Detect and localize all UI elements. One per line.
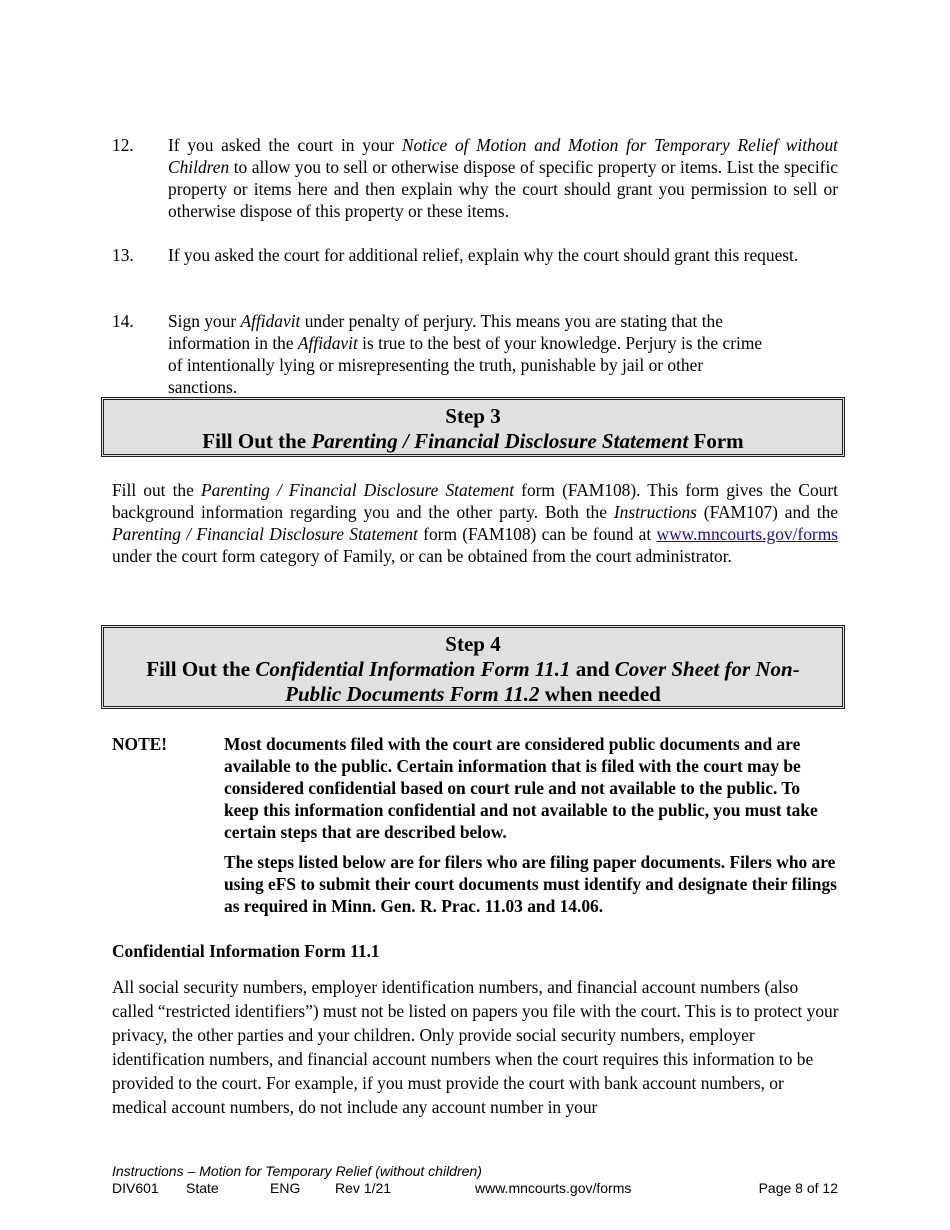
step-4-header bbox=[101, 625, 845, 709]
page-footer bbox=[112, 1163, 838, 1197]
footer-page-number: Page 8 of 12 bbox=[758, 1180, 838, 1196]
item-number: 13. bbox=[112, 245, 134, 265]
footer-language: ENG bbox=[270, 1180, 301, 1196]
text-run: Affidavit bbox=[297, 333, 358, 353]
footer-title: Instructions – Motion for Temporary Relief (without children) bbox=[112, 1163, 482, 1179]
footer-form-code: DIV601 bbox=[112, 1180, 159, 1196]
text-run: and bbox=[570, 657, 615, 681]
step-4-subtitle-line-1 bbox=[104, 657, 842, 682]
text-run: when needed bbox=[539, 682, 661, 706]
note-paragraph-1: Most documents filed with the court are considered public documents and are available to the public. Certain information that is filed with the court may be considered confidential based on court rule and not available to the public. To keep this information confidential and not available to the public, you must take certain steps that are described below. bbox=[224, 734, 818, 842]
text-run: Confidential Information Form 11.1 bbox=[255, 657, 571, 681]
text-run: Fill out the bbox=[112, 480, 201, 500]
step-3-title: Step 3 bbox=[445, 404, 501, 428]
list-item-12 bbox=[112, 134, 838, 222]
step-3-header bbox=[101, 397, 845, 457]
text-run: to allow you to sell or otherwise dispose of specific property or items. List the specific property or items here and then explain why the court should grant you permission to sell or otherwise dispose of this property or these items. bbox=[168, 157, 838, 221]
footer-state: State bbox=[186, 1180, 219, 1196]
item-text bbox=[168, 310, 768, 398]
text-run: Affidavit bbox=[240, 311, 301, 331]
text-run: Sign your bbox=[168, 311, 241, 331]
text-run: If you asked the court for additional relief, explain why the court should grant this request. bbox=[168, 245, 799, 265]
text-run: Form bbox=[688, 429, 744, 453]
text-run: is true to the best of your knowledge. Perjury is the crime of intentionally lying or misrepresenting the truth, punishable by jail or other sanctions. bbox=[168, 333, 763, 397]
text-run: Fill Out the bbox=[202, 429, 312, 453]
text-run: Notice of Motion and Motion for Temporary Relief without Children bbox=[168, 135, 838, 177]
step-4-subtitle-line-2 bbox=[104, 682, 842, 707]
text-run: Parenting / Financial Disclosure Statement bbox=[200, 480, 515, 500]
item-number: 14. bbox=[112, 311, 134, 331]
step-3-subtitle bbox=[104, 429, 842, 454]
text-run: under the court form category of Family, or can be obtained from the court administrator. bbox=[112, 546, 732, 566]
list-item-14 bbox=[112, 310, 838, 398]
item-text bbox=[168, 134, 838, 222]
footer-url: www.mncourts.gov/forms bbox=[475, 1180, 632, 1196]
step-4-title: Step 4 bbox=[445, 632, 501, 656]
footer-revision: Rev 1/21 bbox=[335, 1180, 392, 1196]
text-run: Instructions bbox=[613, 502, 697, 522]
step-3-paragraph bbox=[112, 479, 838, 567]
text-run: If you asked the court in your bbox=[168, 135, 402, 155]
text-run: form (FAM108). This form gives the Court background information regarding you and the other party. Both the bbox=[112, 480, 838, 522]
text-run: Public Documents Form 11.2 bbox=[285, 682, 540, 706]
confidential-paragraph: All social security numbers, employer identification numbers, and financial account numbers (also called “restricted identifiers”) must not be listed on papers you file with the court. This is to protect your privacy, the other parties and your children. Only provide social security numbers, employer identification numbers, and financial account numbers when the court requires this information to be provided to the court. For example, if you must provide the court with bank account numbers, or medical account numbers, do not include any account number in your bbox=[112, 977, 839, 1117]
forms-link[interactable]: www.mncourts.gov/forms bbox=[656, 524, 838, 544]
text-run: Parenting / Financial Disclosure Statement bbox=[311, 429, 689, 453]
list-item-13 bbox=[112, 244, 838, 266]
item-number: 12. bbox=[112, 135, 134, 155]
text-run: form (FAM108) can be found at bbox=[417, 524, 657, 544]
text-run: Fill Out the bbox=[146, 657, 256, 681]
note-paragraph-2: The steps listed below are for filers who are filing paper documents. Filers who are using eFS to submit their court documents must identify and designate their filings as required in Minn. Gen. R. Prac. 11.03 and 14.06. bbox=[224, 852, 837, 916]
confidential-heading: Confidential Information Form 11.1 bbox=[112, 941, 380, 961]
item-text bbox=[168, 244, 838, 266]
text-run: under penalty of perjury. This means you are stating that the information in the bbox=[168, 311, 723, 353]
text-run: Parenting / Financial Disclosure Statement bbox=[112, 524, 418, 544]
text-run: (FAM107) and the bbox=[696, 502, 838, 522]
note-label: NOTE! bbox=[112, 734, 168, 754]
text-run: Cover Sheet for Non- bbox=[614, 657, 800, 681]
